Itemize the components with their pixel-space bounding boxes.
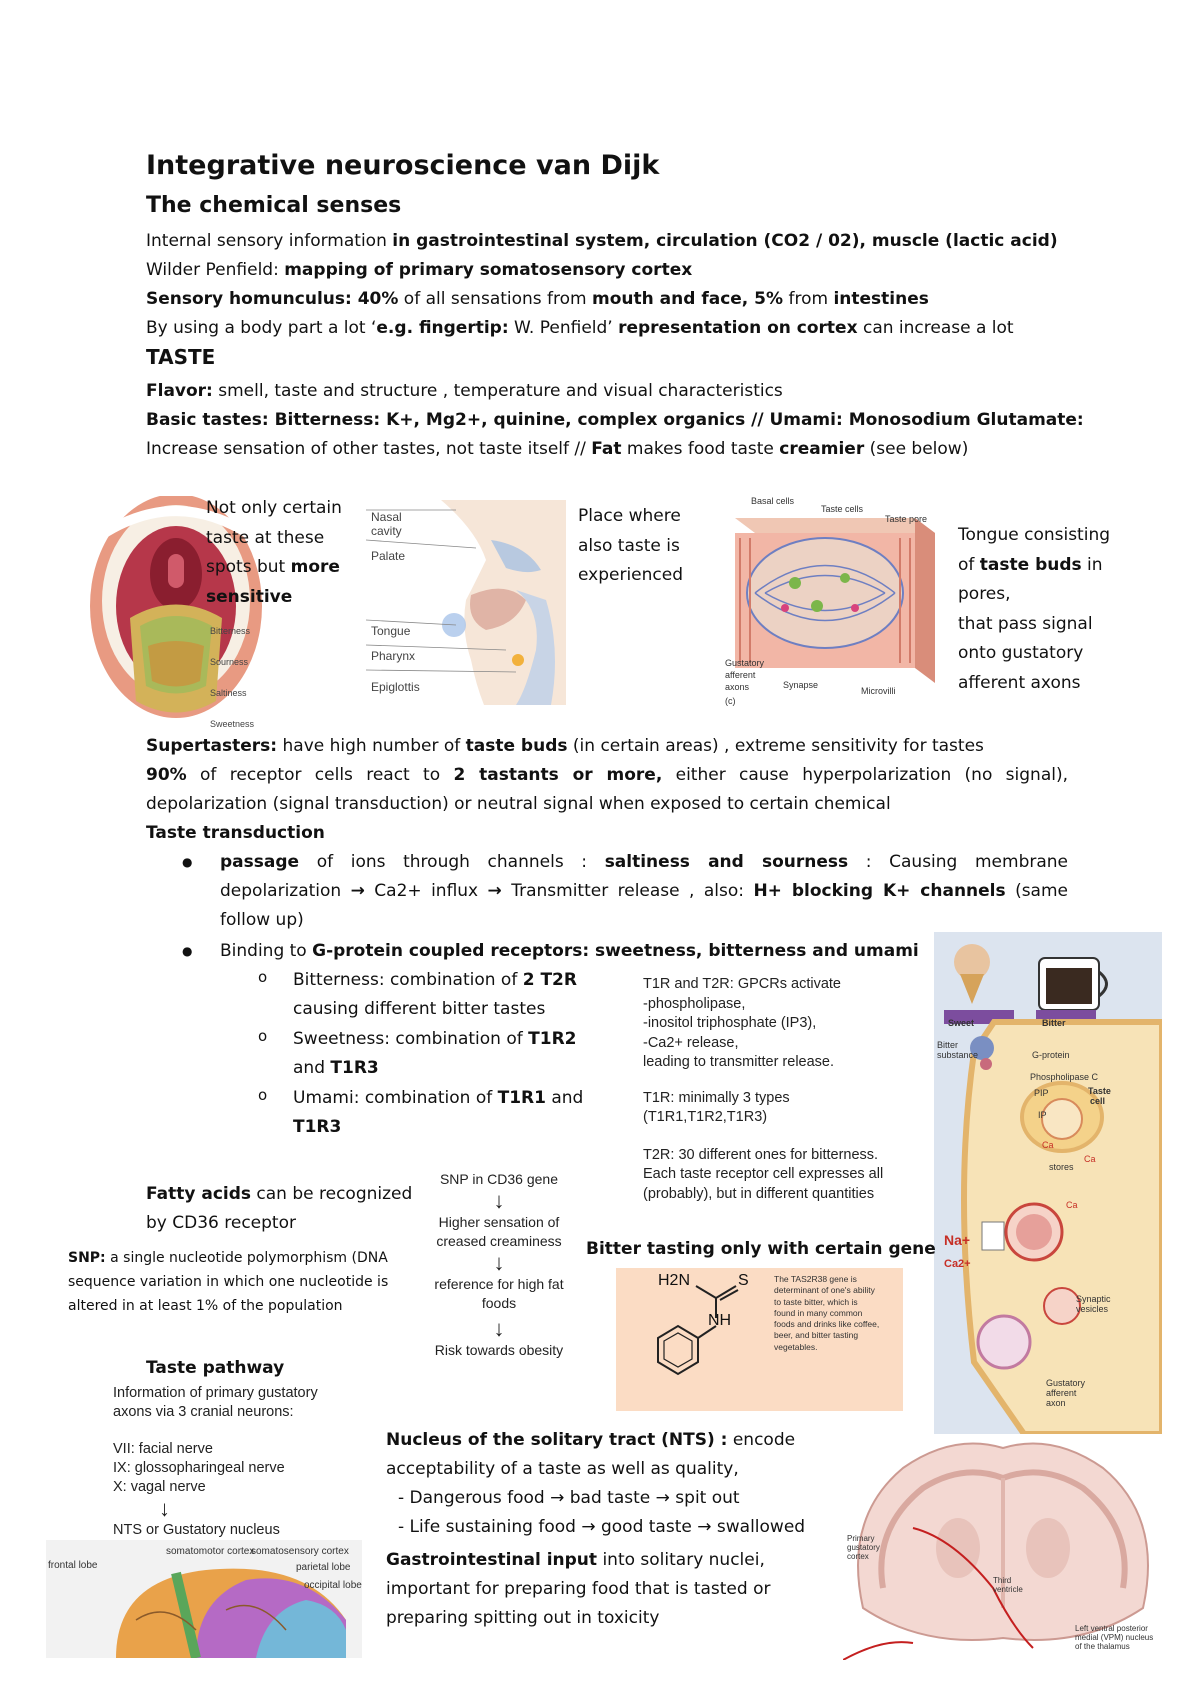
text: good taste [595,1517,698,1537]
transduction-heading: Taste transduction [146,823,325,843]
label-epiglottis: Epiglottis [371,680,420,694]
t2r-line: T2R: 30 different ones for bitterness. [643,1146,879,1163]
label-g-protein: G-protein [1032,1050,1070,1060]
text: of ions through channels : [299,852,605,872]
arrow-down-icon: ↓ [493,1250,505,1275]
nerve-line: VII: facial nerve [113,1441,213,1457]
arrow-down-icon: ↓ [493,1188,505,1213]
text-bold: 2 T2R [522,970,577,990]
snp-definition [68,1246,388,1318]
text: Information of primary gustatory [113,1385,318,1401]
transduction-bullet-1-line-1 [220,848,1068,877]
text: can be recognized [251,1184,413,1204]
text: can increase a lot [857,318,1014,338]
label-substance: substance [937,1050,979,1060]
text-bold: taste buds [979,554,1082,575]
text-bold: Flavor: [146,381,213,401]
label-cell: cell [1090,1096,1106,1106]
basic-tastes-line-2 [146,435,968,464]
t1r-line: (T1R1,T1R2,T1R3) [643,1109,768,1125]
text-bold: passage [220,852,300,872]
text: Umami: combination of [293,1088,498,1108]
text-bold: mapping of primary somatosensory cortex [284,260,693,280]
text: encode [727,1430,796,1450]
label-frontal-lobe: frontal lobe [48,1560,98,1571]
text-bold: Sensory homunculus: 40% [146,289,399,309]
note-line: Not only certain [206,498,342,518]
text-bold: G-protein coupled receptors: sweetness, bitterness and umami [312,941,919,961]
label-gustatory: Gustatory [725,658,765,668]
text: : Causing membrane [848,852,1068,872]
label-afferent: afferent [725,670,756,680]
text: of receptor cells react to [186,765,454,785]
arrow-right-icon: → [697,1517,712,1537]
document-title: Integrative neuroscience van Dijk [146,150,660,181]
text: acceptability of a taste as well as quality, [386,1459,739,1479]
note-line: that pass signal [958,613,1093,634]
note-line: sensitive [206,586,293,607]
label-axon: axon [1046,1398,1066,1408]
text: a single nucleotide polymorphism (DNA [105,1250,388,1266]
text-bold: T1R1 [497,1088,546,1108]
arrow-right-icon: → [655,1488,670,1508]
supertasters-line-3: depolarization (signal transduction) or neutral signal when exposed to certain chemical [146,794,891,814]
flow-step: creased creaminess [436,1233,562,1249]
nerve-line: IX: glossopharingeal nerve [113,1460,285,1476]
sub-bullet-bitterness [293,966,577,1024]
label-taste-pore: Taste pore [885,514,928,524]
note-line: experienced [578,565,684,585]
label-nasal-cavity: Nasal cavity [371,510,402,538]
text: Binding to [220,941,313,961]
intro-line-2 [146,256,692,285]
text: spit out [669,1488,740,1508]
text: axons via 3 cranial neurons: [113,1404,294,1420]
s-label: S [738,1272,749,1289]
note-line: taste at these [206,527,325,548]
label-sweet: Sweet [948,1018,975,1028]
h2n-label: H2N [658,1272,691,1289]
text-bold: in gastrointestinal system, circulation (CO2 / 02), muscle (lactic acid) [392,231,1058,251]
note-line: Place where [578,506,681,526]
label-bitterness: Bitterness [210,626,251,636]
arrow-right-icon: → [350,881,365,901]
section-heading: The chemical senses [146,193,402,218]
t2r-line: (probably), but in different quantities [643,1185,875,1202]
nts-text [386,1426,805,1633]
ptc-molecule-figure [616,1268,903,1411]
text-bold: more [290,557,340,577]
flow-step: reference for high fat [434,1276,564,1292]
text: found in many common [774,1307,863,1318]
intro-line-1 [146,227,1058,256]
text-bold: mouth and face, 5% [592,289,784,309]
text: preparing spitting out in toxicity [386,1608,660,1628]
label-taste: Taste [1088,1086,1111,1096]
label-synapse: Synapse [783,680,819,690]
text: altered in at least 1% of the population [68,1298,343,1314]
gpcr-line: -phospholipase, [643,995,746,1012]
text: causing different bitter tastes [293,999,546,1019]
text: Internal sensory information [146,231,393,251]
text: (see below) [864,439,969,459]
label-gustatory: gustatory [847,1543,880,1552]
cortex-illustration [46,1540,362,1658]
gpcr-line: -Ca2+ release, [643,1034,739,1051]
text: either cause hyperpolarization (no signal), [662,765,1068,785]
text: of all sensations from [398,289,593,309]
text: from [783,289,834,309]
note-line: also taste is [578,535,680,556]
label-ca: Ca [1042,1140,1054,1150]
gpcr-line: leading to transmitter release. [643,1054,835,1070]
fatty-acids-line-1 [146,1180,412,1209]
taste-heading: TASTE [146,345,216,369]
text-bold: Gastrointestinal input [386,1550,598,1570]
label-parietal-lobe: parietal lobe [296,1562,351,1573]
label-tongue: Tongue [371,624,411,638]
label-occipital-lobe: occipital lobe [304,1580,362,1591]
gpcr-line: T1R and T2R: GPCRs activate [643,976,841,992]
circle-bullet-icon: o [258,1027,268,1045]
note-line [206,553,342,583]
text-bold: Nucleus of the solitary tract (NTS) : [386,1430,728,1450]
label-phospholipase-c: Phospholipase C [1030,1072,1099,1082]
text: - Dangerous food [398,1488,551,1508]
text: makes food taste [621,439,780,459]
text: Wilder Penfield: [146,260,285,280]
flow-step: SNP in CD36 gene [439,1171,559,1187]
text: important for preparing food that is tasted or [386,1579,771,1599]
label-c: (c) [725,696,736,706]
text-bold: e.g. fingertip: [376,318,509,338]
label-ca-3: Ca [1066,1200,1078,1210]
text: to taste bitter, which is [774,1296,858,1307]
label-synaptic: Synaptic [1076,1294,1111,1304]
arrow-right-icon: → [581,1517,596,1537]
cd36-flow [424,1170,574,1360]
text-bold: Basic tastes: Bitterness: K+, Mg2+, quinine, complex organics // Umami: Monosodium Glutamate: [146,410,1084,430]
text-bold: SNP: [68,1250,106,1266]
label-ca2: Ca2+ [944,1258,971,1270]
label-saltiness: Saltiness [210,688,247,698]
text: foods and drinks like coffee, [774,1319,880,1330]
gpcr-note [643,975,883,1204]
intro-line-3 [146,285,929,314]
text-bold: Fat [591,439,622,459]
nts-line: NTS or Gustatory nucleus [113,1522,280,1538]
flow-step: Risk towards obesity [434,1342,564,1358]
fatty-acids-line-2: by CD36 receptor [146,1213,296,1233]
text: Sweetness: combination of [293,1029,529,1049]
arrow-down-icon: ↓ [159,1496,170,1521]
label-microvilli: Microvilli [861,686,896,696]
text: Transmitter release , also: [501,881,754,901]
label-sweetness: Sweetness [210,719,255,729]
text-bold: H+ blocking K+ channels [753,881,1006,901]
label-palate: Palate [371,549,406,563]
text: beer, and bitter tasting [774,1330,859,1341]
label-vpm-3: of the thalamus [1075,1642,1130,1651]
text: By using a body part a lot ‘ [146,318,377,338]
text-bold: creamier [779,439,865,459]
label-bitter: Bitter [1042,1018,1066,1028]
intro-line-4 [146,314,1014,343]
basic-tastes-line [146,406,1084,435]
text: Increase sensation of other tastes, not taste itself // [146,439,592,459]
text: determinant of one's ability [774,1285,875,1296]
nh-label: NH [708,1312,732,1329]
label-somatosensory: somatosensory cortex [251,1546,349,1557]
label-third: Third [993,1576,1012,1585]
text-bold: taste buds [465,736,568,756]
bullet-icon: ● [182,855,193,869]
label-afferent: afferent [1046,1388,1077,1398]
text: Bitterness: combination of [293,970,523,990]
head-note [578,502,683,591]
t1r-line: T1R: minimally 3 types [643,1089,790,1106]
t2r-line: Each taste receptor cell expresses all [643,1166,884,1182]
text-bold: Supertasters: [146,736,278,756]
label-axons: axons [725,682,750,692]
text: of [958,554,980,575]
flavor-line [146,377,783,406]
text: and [545,1088,584,1108]
text-bold: saltiness and sourness [604,852,849,872]
note-line: Tongue consisting [958,525,1111,545]
text: (same [1005,881,1068,901]
flow-step: Higher sensation of [438,1214,560,1230]
text: (in certain areas) , extreme sensitivity for tastes [567,736,984,756]
text: have high number of [277,736,466,756]
sub-bullet-sweetness [293,1025,576,1083]
label-gustatory: Gustatory [1046,1378,1086,1388]
text: and [293,1058,331,1078]
text-bold: Fatty acids [146,1184,252,1204]
note-line: onto gustatory [958,643,1084,663]
taste-pathway-heading: Taste pathway [146,1358,285,1378]
text: bad taste [564,1488,656,1508]
tongue-labels [210,616,254,740]
taste-cell-labels [934,932,1162,1432]
text: in [1081,554,1103,575]
label-pharynx: Pharynx [371,649,416,663]
note-line: pores, [958,584,1011,604]
bullet-icon: ● [182,944,193,958]
taste-bud-note [958,521,1110,698]
transduction-bullet-2 [220,937,919,966]
text-bold: T1R2 [528,1029,577,1049]
text: The TAS2R38 gene is [774,1274,857,1284]
pathway-text [113,1384,318,1540]
note-line [958,551,1110,581]
label-primary: Primary [847,1534,875,1543]
text: vegetables. [774,1341,818,1352]
label-ip: IP [1038,1110,1047,1120]
label-bitter-substance: Bitter [937,1040,959,1050]
taste-bud-labels [725,496,947,711]
text: - Life sustaining food [398,1517,582,1537]
text-bold: T1R3 [293,1117,342,1137]
text: Ca2+ influx [364,881,488,901]
label-basal-cells: Basal cells [751,496,795,506]
supertasters-line-1 [146,732,984,761]
text-bold: 90% [146,765,187,785]
label-sourness: Sourness [210,657,249,667]
label-vpm-1: Left ventral posterior [1075,1624,1148,1633]
note-line: afferent axons [958,672,1081,693]
label-somatomotor: somatomotor cortex [166,1546,255,1557]
text: into solitary nuclei, [597,1550,765,1570]
label-na: Na+ [944,1232,971,1248]
text: depolarization [220,881,351,901]
arrow-right-icon: → [550,1488,565,1508]
circle-bullet-icon: o [258,1086,268,1104]
text: spots but [206,557,291,577]
text-bold: T1R3 [330,1058,379,1078]
brain-coronal-labels [843,1438,1163,1658]
text: swallowed [711,1517,806,1537]
text: W. Penfield’ [508,318,619,338]
arrow-down-icon: ↓ [493,1316,505,1341]
circle-bullet-icon: o [258,968,268,986]
gpcr-line: -inositol triphosphate (IP3), [643,1015,817,1031]
tas2r38-text [774,1274,879,1353]
label-ca-2: Ca [1084,1154,1096,1164]
tongue-note [206,494,342,612]
label-taste-cells: Taste cells [821,504,864,514]
text-bold: 2 tastants or more, [453,765,663,785]
label-pip: PIP [1034,1088,1049,1098]
supertasters-line-2 [146,761,1068,790]
bitter-gene-heading: Bitter tasting only with certain gene [586,1239,936,1259]
nerve-line: X: vagal nerve [113,1479,206,1495]
label-cortex: cortex [847,1552,869,1561]
label-vesicles: vesicles [1076,1304,1109,1314]
transduction-bullet-1-line-2 [220,877,1068,906]
text: smell, taste and structure , temperature and visual characteristics [212,381,783,401]
text-bold: representation on cortex [618,318,858,338]
label-ventricle: ventricle [993,1585,1023,1594]
text-bold: intestines [833,289,929,309]
transduction-bullet-1-line-3: follow up) [220,910,304,930]
text: sequence variation in which one nucleotide is [68,1274,389,1290]
label-vpm-2: medial (VPM) nucleus [1075,1633,1154,1642]
flow-step: foods [481,1295,517,1311]
label-stores: stores [1049,1162,1074,1172]
arrow-right-icon: → [487,881,502,901]
sub-bullet-umami [293,1084,583,1142]
